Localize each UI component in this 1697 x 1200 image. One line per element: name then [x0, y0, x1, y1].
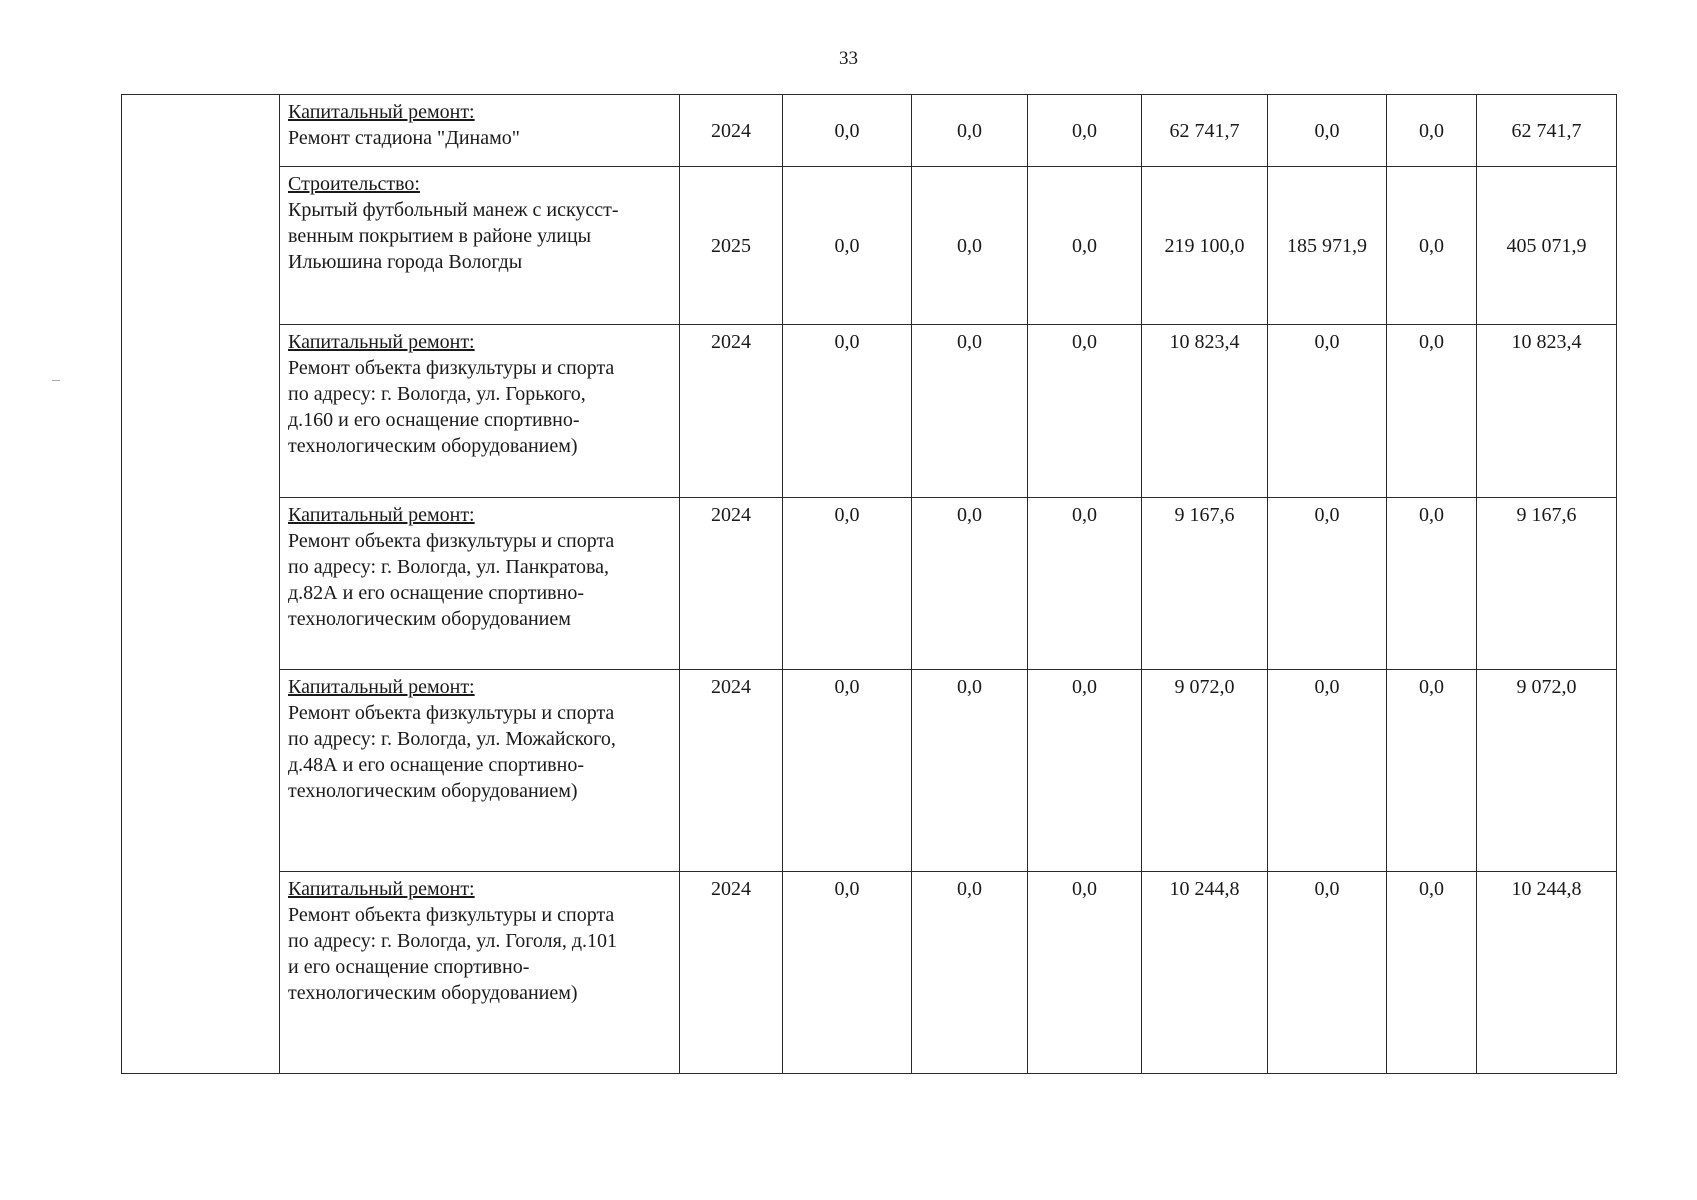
object-description: Ремонт объекта физкультуры и спорта по адресу: г. Вологда, ул. Горького, д.160 и его оснащение спортивно- технологическим оборудованием) — [288, 357, 615, 457]
table-row — [122, 872, 1617, 1074]
value-cell-1: 0,0 — [783, 872, 912, 1074]
value-cell-6: 0,0 — [1387, 872, 1477, 1074]
table-row — [122, 498, 1617, 670]
total-cell: 9 072,0 — [1477, 670, 1617, 872]
value-cell-5: 0,0 — [1268, 498, 1387, 670]
object-description: Ремонт объекта физкультуры и спорта по адресу: г. Вологда, ул. Можайского, д.48А и его оснащение спортивно- технологическим оборудованием) — [288, 702, 616, 802]
value-cell-4: 9 167,6 — [1142, 498, 1268, 670]
value-cell-1: 0,0 — [783, 167, 912, 325]
object-name-cell — [280, 498, 680, 670]
work-type-label: Строительство: — [288, 173, 420, 195]
value-cell-4: 62 741,7 — [1142, 95, 1268, 167]
object-description: Ремонт объекта физкультуры и спорта по адресу: г. Вологда, ул. Панкратова, д.82А и его оснащение спортивно- технологическим оборудованием — [288, 530, 615, 630]
work-type-label: Капитальный ремонт: — [288, 676, 475, 698]
table-row — [122, 95, 1617, 167]
value-cell-2: 0,0 — [912, 498, 1028, 670]
table-row — [122, 167, 1617, 325]
year-cell: 2024 — [680, 872, 783, 1074]
value-cell-2: 0,0 — [912, 167, 1028, 325]
merged-first-column — [122, 95, 280, 1074]
value-cell-5: 0,0 — [1268, 872, 1387, 1074]
object-name-cell — [280, 325, 680, 498]
value-cell-1: 0,0 — [783, 670, 912, 872]
work-type-label: Капитальный ремонт: — [288, 504, 475, 526]
object-description: Ремонт объекта физкультуры и спорта по адресу: г. Вологда, ул. Гоголя, д.101 и его оснащение спортивно- технологическим оборудованием) — [288, 904, 618, 1004]
value-cell-6: 0,0 — [1387, 167, 1477, 325]
total-cell: 10 823,4 — [1477, 325, 1617, 498]
value-cell-1: 0,0 — [783, 325, 912, 498]
total-cell: 10 244,8 — [1477, 872, 1617, 1074]
table-body — [122, 95, 1617, 1074]
value-cell-3: 0,0 — [1028, 167, 1142, 325]
value-cell-4: 9 072,0 — [1142, 670, 1268, 872]
budget-table — [121, 94, 1617, 1074]
year-cell: 2024 — [680, 95, 783, 167]
value-cell-4: 10 823,4 — [1142, 325, 1268, 498]
page-number: 33 — [839, 48, 858, 69]
value-cell-3: 0,0 — [1028, 498, 1142, 670]
work-type-label: Капитальный ремонт: — [288, 101, 475, 123]
year-cell: 2025 — [680, 167, 783, 325]
work-type-label: Капитальный ремонт: — [288, 878, 475, 900]
value-cell-2: 0,0 — [912, 872, 1028, 1074]
year-cell: 2024 — [680, 498, 783, 670]
object-name-cell — [280, 670, 680, 872]
value-cell-6: 0,0 — [1387, 325, 1477, 498]
year-cell: 2024 — [680, 670, 783, 872]
value-cell-3: 0,0 — [1028, 872, 1142, 1074]
value-cell-5: 0,0 — [1268, 670, 1387, 872]
value-cell-1: 0,0 — [783, 498, 912, 670]
value-cell-3: 0,0 — [1028, 325, 1142, 498]
value-cell-4: 10 244,8 — [1142, 872, 1268, 1074]
value-cell-6: 0,0 — [1387, 498, 1477, 670]
object-description: Крытый футбольный манеж с искусст- венным покрытием в районе улицы Ильюшина города Вологды — [288, 199, 619, 273]
object-name-cell — [280, 872, 680, 1074]
value-cell-2: 0,0 — [912, 670, 1028, 872]
work-type-label: Капитальный ремонт: — [288, 331, 475, 353]
table-row — [122, 670, 1617, 872]
value-cell-6: 0,0 — [1387, 95, 1477, 167]
year-cell: 2024 — [680, 325, 783, 498]
value-cell-4: 219 100,0 — [1142, 167, 1268, 325]
value-cell-3: 0,0 — [1028, 95, 1142, 167]
total-cell: 9 167,6 — [1477, 498, 1617, 670]
value-cell-5: 0,0 — [1268, 325, 1387, 498]
total-cell: 405 071,9 — [1477, 167, 1617, 325]
total-cell: 62 741,7 — [1477, 95, 1617, 167]
object-description: Ремонт стадиона "Динамо" — [288, 127, 520, 149]
table-row — [122, 325, 1617, 498]
value-cell-6: 0,0 — [1387, 670, 1477, 872]
value-cell-2: 0,0 — [912, 325, 1028, 498]
value-cell-1: 0,0 — [783, 95, 912, 167]
margin-mark — [52, 380, 60, 381]
value-cell-5: 0,0 — [1268, 95, 1387, 167]
value-cell-2: 0,0 — [912, 95, 1028, 167]
value-cell-3: 0,0 — [1028, 670, 1142, 872]
value-cell-5: 185 971,9 — [1268, 167, 1387, 325]
object-name-cell — [280, 95, 680, 167]
object-name-cell — [280, 167, 680, 325]
